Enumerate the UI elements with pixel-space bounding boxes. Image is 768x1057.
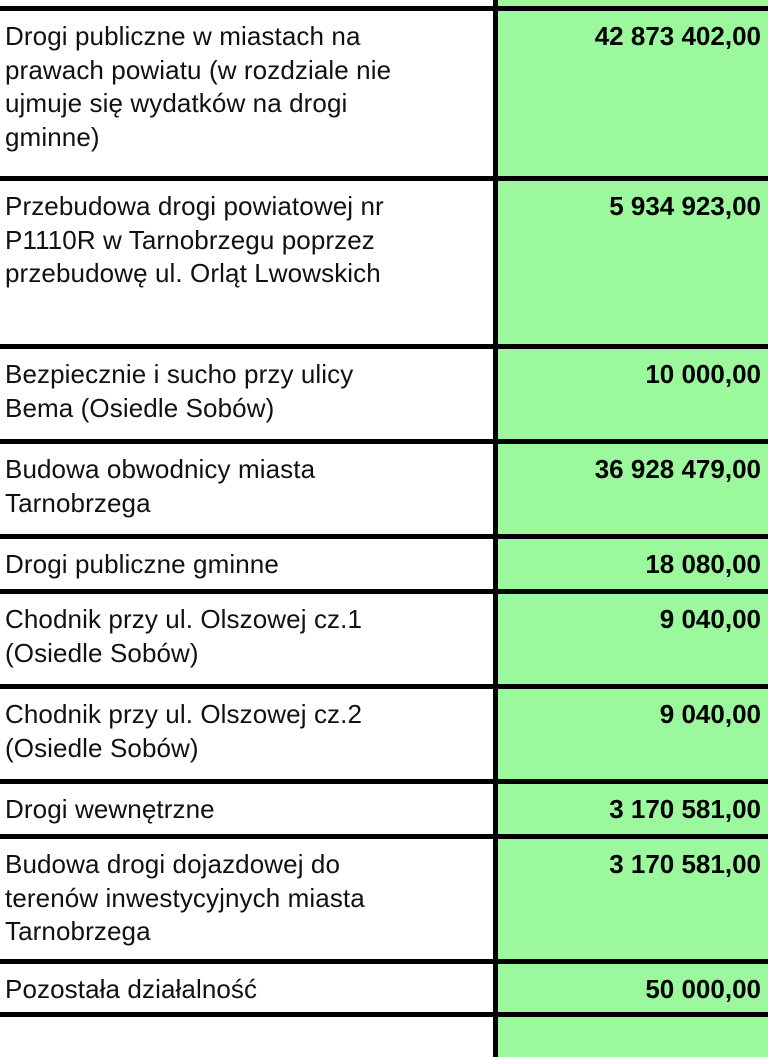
description-cell bbox=[0, 179, 496, 347]
table-row bbox=[0, 687, 768, 782]
description-cell bbox=[0, 782, 496, 837]
table-row bbox=[0, 9, 768, 179]
row-description: Bezpiecznie i sucho przy ulicy Bema (Osiedle Sobów) bbox=[0, 349, 493, 425]
description-cell bbox=[0, 962, 496, 1015]
row-amount: 3 170 581,00 bbox=[498, 784, 768, 827]
row-description: Budowa drogi dojazdowej do terenów inwestycyjnych miasta Tarnobrzega bbox=[0, 839, 493, 949]
amount-cell bbox=[496, 9, 768, 179]
row-description: Pozostała działalność bbox=[0, 964, 493, 1007]
table-row bbox=[0, 537, 768, 592]
table-row bbox=[0, 782, 768, 837]
amount-cell-edge bbox=[496, 0, 768, 9]
table-row-top-edge bbox=[0, 0, 768, 9]
amount-cell-edge bbox=[496, 1015, 768, 1057]
row-amount: 36 928 479,00 bbox=[498, 444, 768, 487]
amount-cell bbox=[496, 442, 768, 537]
description-cell bbox=[0, 442, 496, 537]
table-row bbox=[0, 962, 768, 1015]
table-row bbox=[0, 837, 768, 962]
row-amount: 18 080,00 bbox=[498, 539, 768, 582]
table-row bbox=[0, 442, 768, 537]
description-cell bbox=[0, 592, 496, 687]
table-row bbox=[0, 592, 768, 687]
description-cell bbox=[0, 837, 496, 962]
amount-cell bbox=[496, 782, 768, 837]
row-description: Drogi publiczne w miastach na prawach powiatu (w rozdziale nie ujmuje się wydatków na drogi gminne) bbox=[0, 11, 493, 154]
row-description: Budowa obwodnicy miasta Tarnobrzega bbox=[0, 444, 493, 520]
table-row bbox=[0, 347, 768, 442]
amount-cell bbox=[496, 179, 768, 347]
amount-cell bbox=[496, 347, 768, 442]
row-amount: 50 000,00 bbox=[498, 964, 768, 1007]
description-cell-edge bbox=[0, 1015, 496, 1057]
amount-cell bbox=[496, 962, 768, 1015]
row-amount: 5 934 923,00 bbox=[498, 181, 768, 224]
table-row bbox=[0, 179, 768, 347]
row-amount: 9 040,00 bbox=[498, 689, 768, 732]
description-cell bbox=[0, 687, 496, 782]
description-cell bbox=[0, 9, 496, 179]
row-amount: 42 873 402,00 bbox=[498, 11, 768, 54]
amount-cell bbox=[496, 537, 768, 592]
row-amount: 9 040,00 bbox=[498, 594, 768, 637]
description-cell bbox=[0, 347, 496, 442]
description-cell-edge bbox=[0, 0, 496, 9]
description-cell bbox=[0, 537, 496, 592]
row-description: Drogi wewnętrzne bbox=[0, 784, 493, 827]
row-amount: 10 000,00 bbox=[498, 349, 768, 392]
amount-cell bbox=[496, 687, 768, 782]
row-amount: 3 170 581,00 bbox=[498, 839, 768, 882]
row-description: Drogi publiczne gminne bbox=[0, 539, 493, 582]
amount-cell bbox=[496, 592, 768, 687]
row-description: Chodnik przy ul. Olszowej cz.2 (Osiedle Sobów) bbox=[0, 689, 493, 765]
row-description: Przebudowa drogi powiatowej nr P1110R w Tarnobrzegu poprzez przebudowę ul. Orląt Lwowskich bbox=[0, 181, 493, 291]
amount-cell bbox=[496, 837, 768, 962]
table-row-bottom-edge bbox=[0, 1015, 768, 1057]
row-description: Chodnik przy ul. Olszowej cz.1 (Osiedle Sobów) bbox=[0, 594, 493, 670]
